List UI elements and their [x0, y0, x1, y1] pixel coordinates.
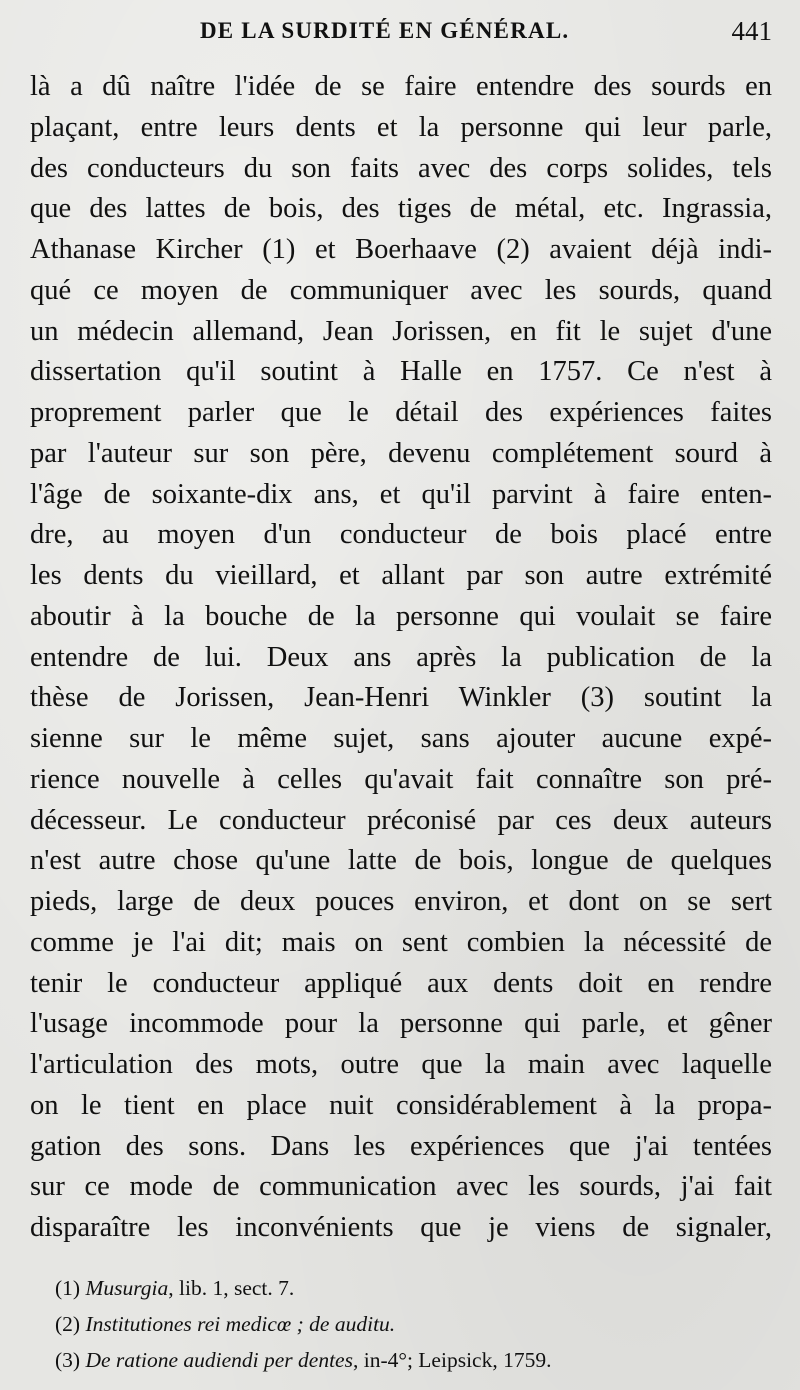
text-line: là a dû naître l'idée de se faire entendre des sourds en: [30, 71, 772, 102]
footnote-2: [55, 1306, 775, 1342]
text-line: dissertation qu'il soutint à Halle en 1757. Ce n'est à: [30, 356, 772, 388]
text-line: n'est autre chose qu'une latte de bois, longue de quelques: [30, 845, 772, 877]
footnote-title: Musurgia: [85, 1276, 169, 1300]
footnote-mark: (2): [55, 1312, 81, 1336]
footnote-mark: (1): [55, 1276, 81, 1300]
text-line: entendre de lui. Deux ans après la publication de la: [30, 641, 772, 673]
text-line: Athanase Kircher (1) et Boerhaave (2) avaient déjà indi-: [30, 234, 772, 265]
text-line: rience nouvelle à celles qu'avait fait connaître son pré-: [30, 763, 772, 795]
footnotes: [55, 1270, 775, 1378]
footnote-title: Institutiones rei medicœ ; de auditu.: [85, 1312, 396, 1336]
text-line: comme je l'ai dit; mais on sent combien la nécessité de: [30, 926, 772, 958]
page-header: [30, 18, 772, 52]
footnote-1: [55, 1270, 775, 1306]
text-line: plaçant, entre leurs dents et la personne qui leur parle,: [30, 111, 772, 143]
text-line: par l'auteur sur son père, devenu complétement sourd à: [30, 437, 772, 469]
running-head: DE LA SURDITÉ EN GÉNÉRAL.: [200, 18, 570, 43]
text-line: sur ce mode de communication avec les sourds, j'ai fait: [30, 1171, 772, 1203]
footnote-3: [55, 1342, 775, 1378]
text-line: aboutir à la bouche de la personne qui voulait se faire: [30, 600, 772, 632]
text-line: un médecin allemand, Jean Jorissen, en fit le sujet d'une: [30, 315, 772, 347]
text-line: l'âge de soixante-dix ans, et qu'il parvint à faire enten-: [30, 478, 772, 510]
text-line: thèse de Jorissen, Jean-Henri Winkler (3) soutint la: [30, 682, 772, 714]
footnote-mark: (3): [55, 1348, 81, 1372]
text-line: disparaître les inconvénients que je viens de signaler,: [30, 1212, 772, 1243]
text-line: les dents du vieillard, et allant par son autre extrémité: [30, 560, 772, 591]
text-line: sienne sur le même sujet, sans ajouter aucune expé-: [30, 723, 772, 754]
text-line: qué ce moyen de communiquer avec les sourds, quand: [30, 274, 772, 306]
text-line: l'usage incommode pour la personne qui parle, et gêner: [30, 1008, 772, 1040]
footnote-rest: , lib. 1, sect. 7.: [168, 1276, 295, 1300]
body-text: [30, 67, 772, 1249]
page-number: 441: [731, 16, 772, 46]
text-line: on le tient en place nuit considérablement à la propa-: [30, 1089, 772, 1121]
text-line: proprement parler que le détail des expériences faites: [30, 397, 772, 428]
text-line: pieds, large de deux pouces environ, et dont on se sert: [30, 886, 772, 917]
text-line: des conducteurs du son faits avec des corps solides, tels: [30, 152, 772, 184]
text-line: dre, au moyen d'un conducteur de bois placé entre: [30, 519, 772, 551]
text-line: que des lattes de bois, des tiges de métal, etc. Ingrassia,: [30, 193, 772, 225]
footnote-title: De ratione audiendi per dentes: [85, 1348, 353, 1372]
text-line: décesseur. Le conducteur préconisé par ces deux auteurs: [30, 804, 772, 836]
text-line: gation des sons. Dans les expériences que j'ai tentées: [30, 1130, 772, 1162]
text-line: l'articulation des mots, outre que la main avec laquelle: [30, 1049, 772, 1080]
footnote-rest: , in-4°; Leipsick, 1759.: [352, 1348, 552, 1372]
text-line: tenir le conducteur appliqué aux dents doit en rendre: [30, 967, 772, 999]
